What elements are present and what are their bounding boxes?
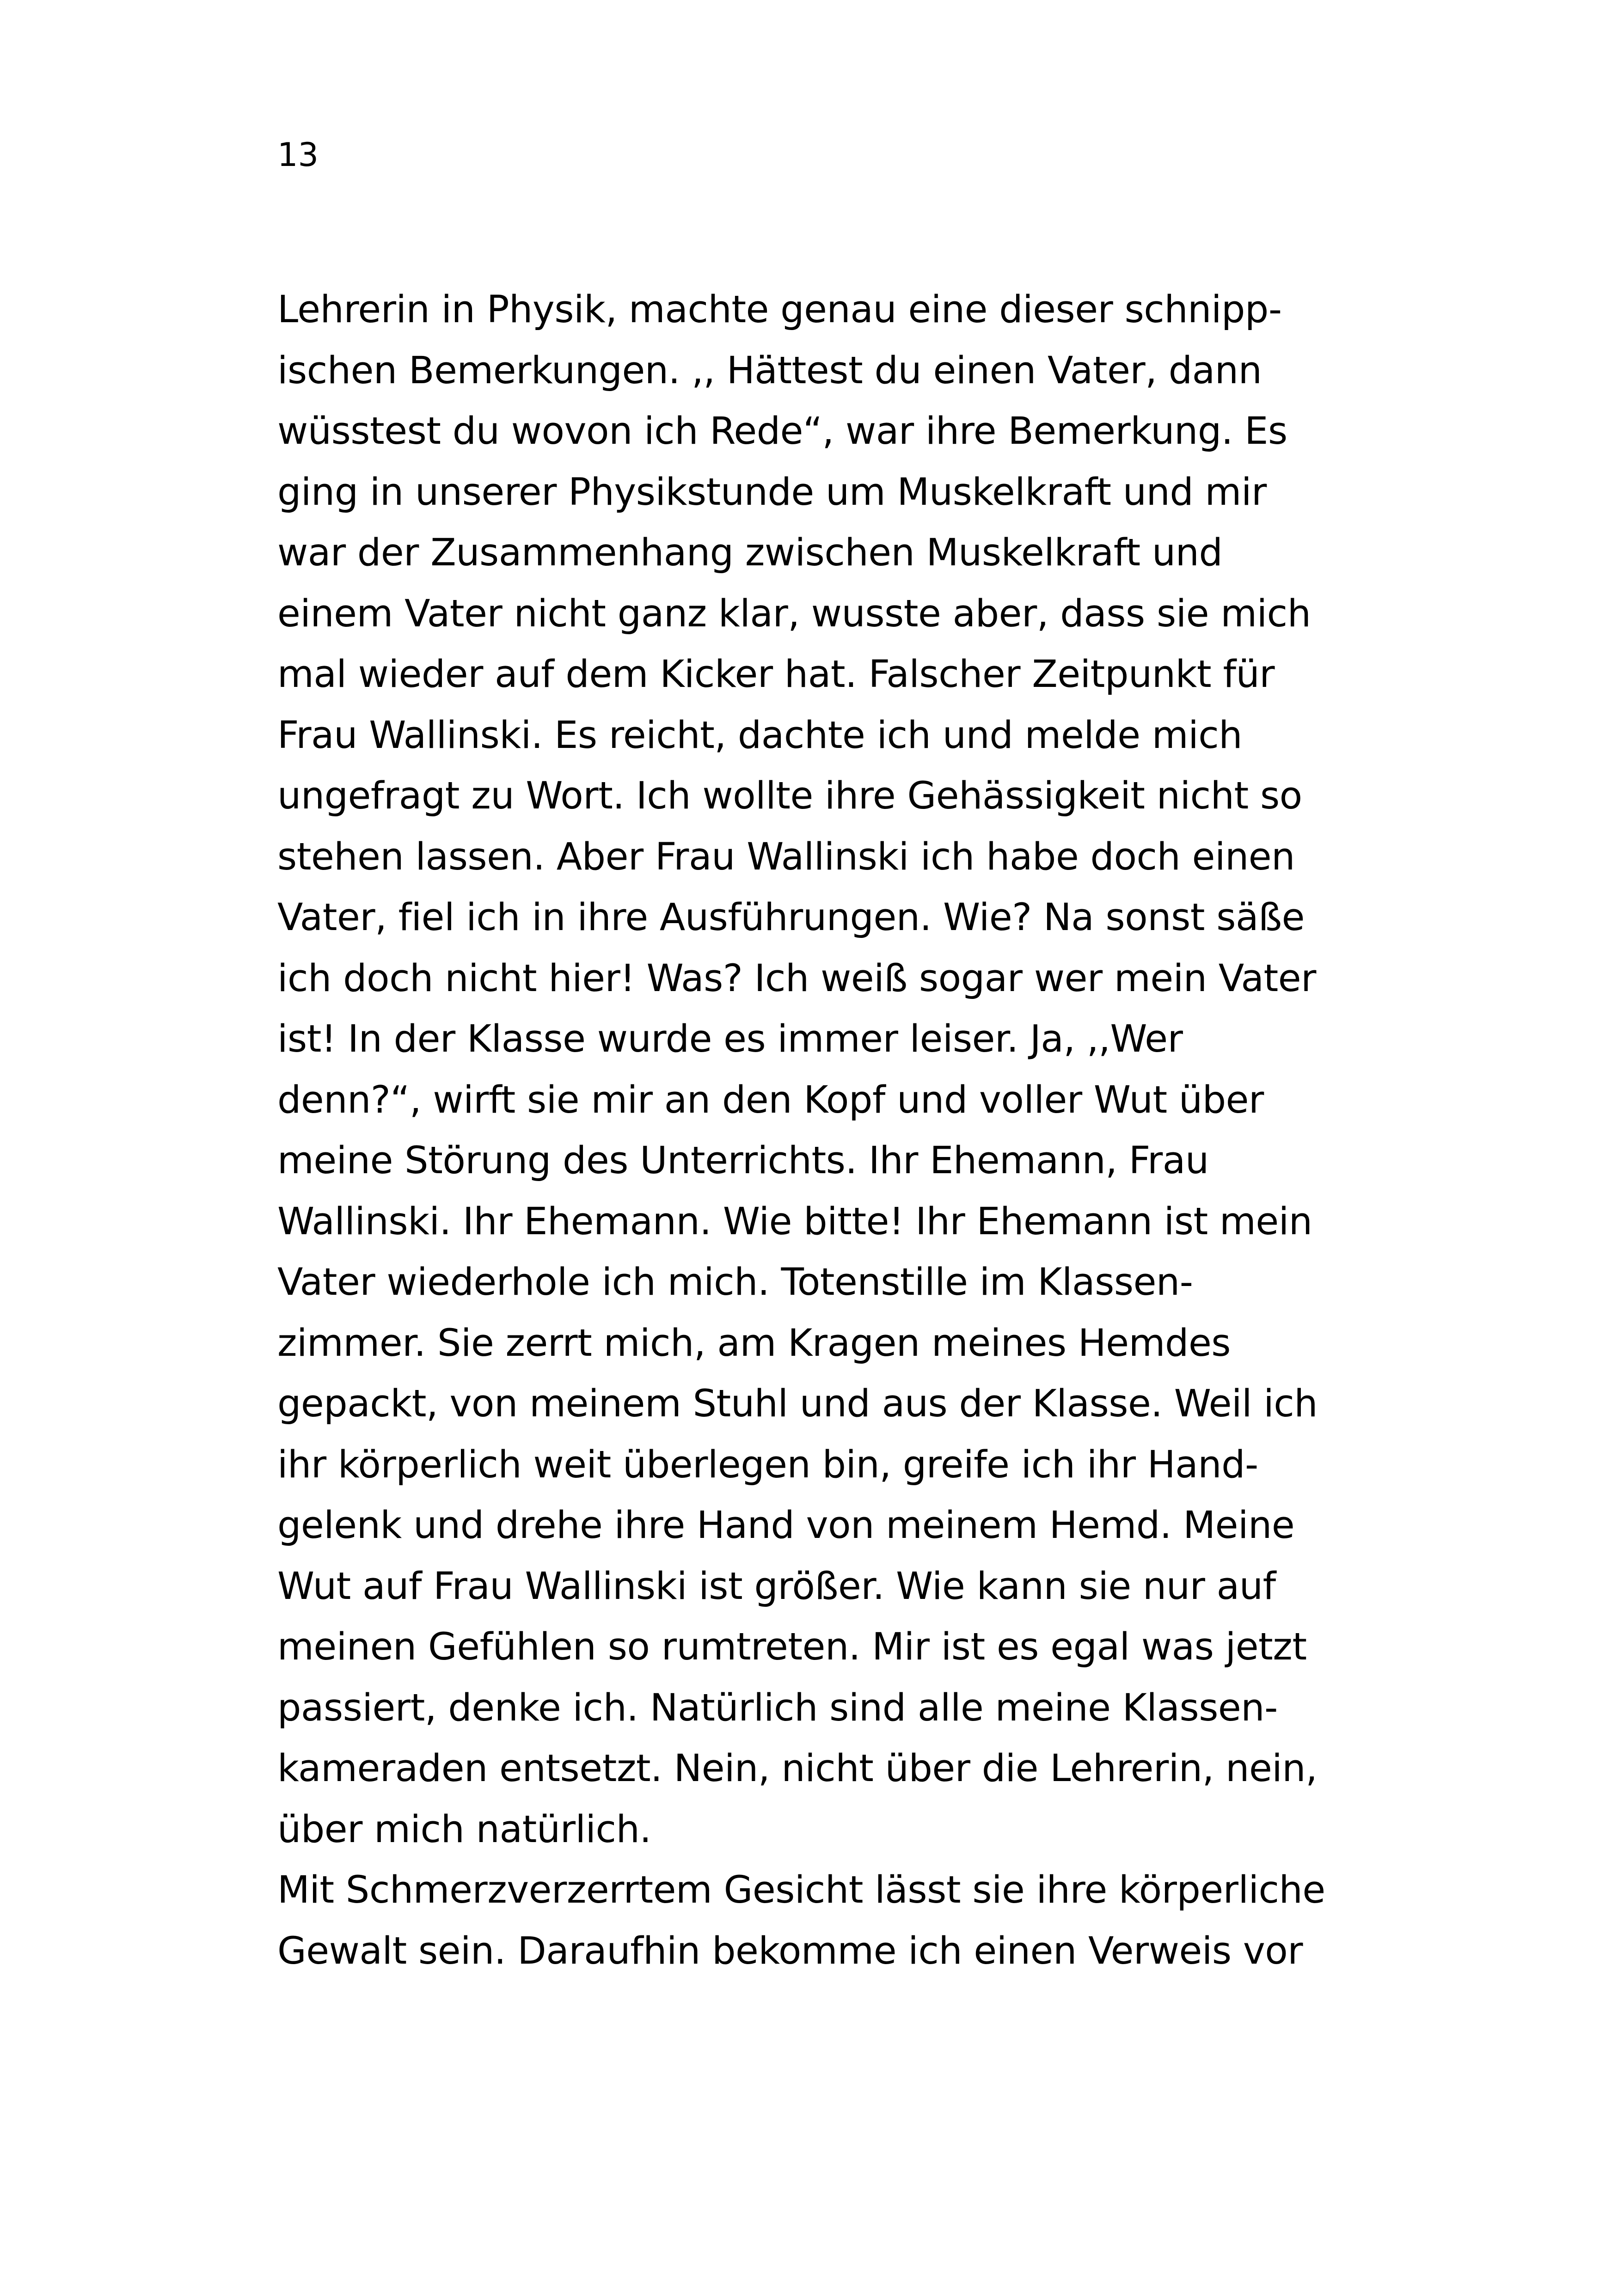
- text-line: gelenk und drehe ihre Hand von meinem Hemd. Meine: [277, 1504, 1295, 1547]
- page-number: 13: [277, 136, 319, 174]
- text-line: stehen lassen. Aber Frau Wallinski ich habe doch einen: [277, 835, 1295, 879]
- text-line: kameraden entsetzt. Nein, nicht über die Lehrerin, nein,: [277, 1747, 1318, 1790]
- text-line: Lehrerin in Physik, machte genau eine dieser schnipp-: [277, 288, 1282, 331]
- text-line: zimmer. Sie zerrt mich, am Kragen meines Hemdes: [277, 1321, 1231, 1365]
- text-line: über mich natürlich.: [277, 1807, 651, 1851]
- text-line: ischen Bemerkungen. ,, Hättest du einen Vater, dann: [277, 349, 1262, 392]
- text-line: Wut auf Frau Wallinski ist größer. Wie kann sie nur auf: [277, 1564, 1276, 1608]
- text-line: Vater, fiel ich in ihre Ausführungen. Wie? Na sonst säße: [277, 896, 1305, 939]
- text-line: ging in unserer Physikstunde um Muskelkraft und mir: [277, 470, 1267, 514]
- text-line: denn?“, wirft sie mir an den Kopf und voller Wut über: [277, 1078, 1264, 1122]
- text-line: wüsstest du wovon ich Rede“, war ihre Bemerkung. Es: [277, 410, 1287, 453]
- text-line: war der Zusammenhang zwischen Muskelkraft und: [277, 531, 1223, 575]
- text-line: Vater wiederhole ich mich. Totenstille im Klassen-: [277, 1261, 1193, 1304]
- text-line: gepackt, von meinem Stuhl und aus der Klasse. Weil ich: [277, 1382, 1318, 1426]
- text-line: Mit Schmerzverzerrtem Gesicht lässt sie ihre körperliche: [277, 1868, 1325, 1912]
- text-line: meine Störung des Unterrichts. Ihr Ehemann, Frau: [277, 1139, 1209, 1182]
- text-line: ich doch nicht hier! Was? Ich weiß sogar wer mein Vater: [277, 956, 1316, 1000]
- text-line: ihr körperlich weit überlegen bin, greife ich ihr Hand-: [277, 1443, 1258, 1487]
- body-text: [277, 280, 1396, 1982]
- text-line: ungefragt zu Wort. Ich wollte ihre Gehässigkeit nicht so: [277, 774, 1302, 818]
- text-line: Frau Wallinski. Es reicht, dachte ich und melde mich: [277, 713, 1243, 757]
- text-line: einem Vater nicht ganz klar, wusste aber, dass sie mich: [277, 592, 1311, 636]
- text-line: mal wieder auf dem Kicker hat. Falscher Zeitpunkt für: [277, 653, 1275, 696]
- text-line: Gewalt sein. Daraufhin bekomme ich einen Verweis vor: [277, 1929, 1303, 1973]
- text-line: meinen Gefühlen so rumtreten. Mir ist es egal was jetzt: [277, 1625, 1307, 1669]
- text-line: passiert, denke ich. Natürlich sind alle meine Klassen-: [277, 1686, 1278, 1730]
- text-line: ist! In der Klasse wurde es immer leiser. Ja, ,,Wer: [277, 1017, 1183, 1061]
- text-line: Wallinski. Ihr Ehemann. Wie bitte! Ihr Ehemann ist mein: [277, 1200, 1312, 1243]
